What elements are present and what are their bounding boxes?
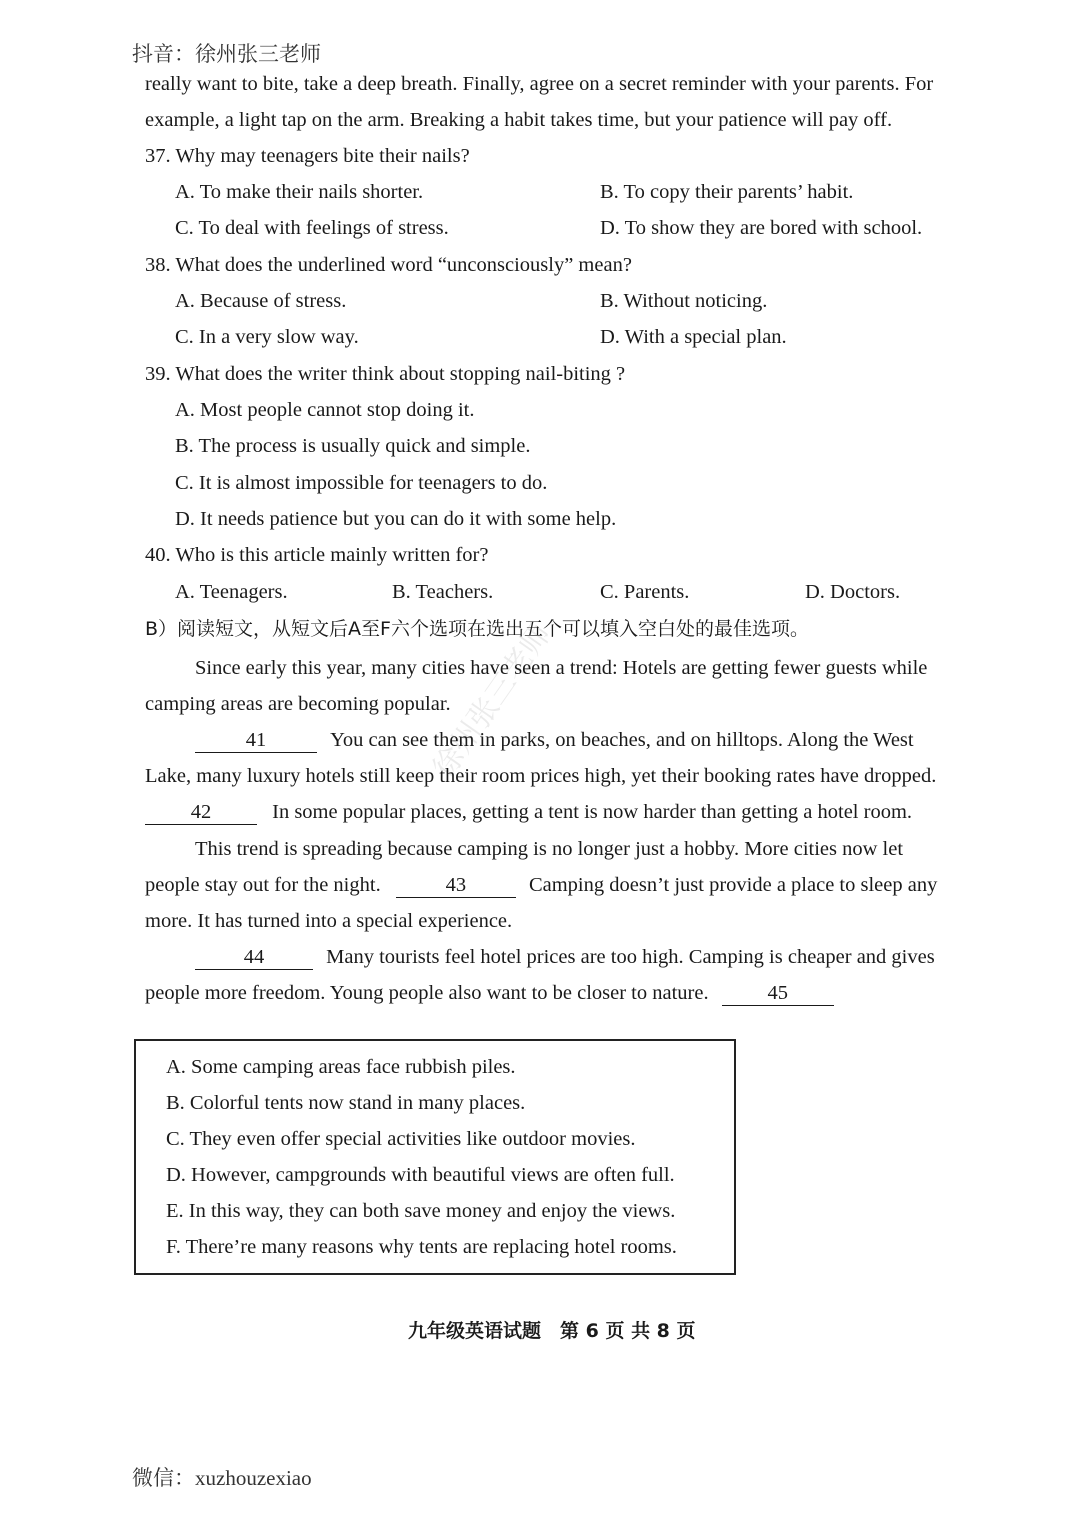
question-39-option-a: A. Most people cannot stop doing it. (175, 399, 475, 421)
option-a: A. Some camping areas face rubbish piles. (166, 1056, 516, 1078)
question-40-stem: 40. Who is this article mainly written for? (145, 544, 489, 566)
options-box (134, 1039, 736, 1275)
question-40-option-a: A. Teenagers. (175, 581, 288, 603)
section-b-instruction: B）阅读短文，从短文后A至F六个选项在选出五个可以填入空白处的最佳选项。 (145, 618, 809, 640)
passage-text: You can see them in parks, on beaches, and on hilltops. Along the West (330, 729, 914, 751)
question-39-stem: 39. What does the writer think about stopping nail-biting ? (145, 363, 626, 385)
passage-text: people more freedom. Young people also want to be closer to nature. (145, 982, 709, 1004)
page-number-footer: 九年级英语试题 第 6 页 共 8 页 (408, 1320, 696, 1342)
passage-line: Since early this year, many cities have seen a trend: Hotels are getting fewer guests while (195, 657, 928, 679)
question-37-stem: 37. Why may teenagers bite their nails? (145, 145, 470, 167)
blank-44[interactable]: 44 (195, 945, 313, 970)
question-38-option-d: D. With a special plan. (600, 326, 787, 348)
passage-line: more. It has turned into a special experience. (145, 910, 513, 932)
option-b: B. Colorful tents now stand in many places. (166, 1092, 526, 1114)
passage-line (195, 943, 935, 971)
blank-43[interactable]: 43 (396, 873, 516, 898)
option-d: D. However, campgrounds with beautiful views are often full. (166, 1164, 675, 1186)
blank-42[interactable]: 42 (145, 800, 257, 825)
passage-line: Lake, many luxury hotels still keep their room prices high, yet their booking rates have dropped. (145, 765, 937, 787)
passage-line (195, 726, 914, 754)
question-37-option-d: D. To show they are bored with school. (600, 217, 923, 239)
question-40-option-b: B. Teachers. (392, 581, 494, 603)
question-39-option-b: B. The process is usually quick and simple. (175, 435, 531, 457)
option-f: F. There’re many reasons why tents are replacing hotel rooms. (166, 1236, 677, 1258)
option-c: C. They even offer special activities like outdoor movies. (166, 1128, 636, 1150)
question-40-option-d: D. Doctors. (805, 581, 901, 603)
question-38-option-c: C. In a very slow way. (175, 326, 359, 348)
question-39-option-c: C. It is almost impossible for teenagers to do. (175, 472, 548, 494)
question-37-option-b: B. To copy their parents’ habit. (600, 181, 854, 203)
diagonal-watermark: 徐州张三老师 (426, 617, 559, 785)
blank-45[interactable]: 45 (722, 981, 834, 1006)
passage-text: people stay out for the night. (145, 874, 381, 896)
passage-text: In some popular places, getting a tent is now harder than getting a hotel room. (272, 801, 913, 823)
passage-line: This trend is spreading because camping is no longer just a hobby. More cities now let (195, 838, 904, 860)
footer-watermark-note: 微信：xuzhouzexiao (132, 1466, 312, 1490)
question-38-option-b: B. Without noticing. (600, 290, 768, 312)
passage-line: example, a light tap on the arm. Breaking a habit takes time, but your patience will pay off. (145, 109, 893, 131)
blank-41[interactable]: 41 (195, 728, 317, 753)
question-39-option-d: D. It needs patience but you can do it with some help. (175, 508, 617, 530)
question-37-option-c: C. To deal with feelings of stress. (175, 217, 449, 239)
question-37-option-a: A. To make their nails shorter. (175, 181, 424, 203)
question-40-option-c: C. Parents. (600, 581, 690, 603)
option-e: E. In this way, they can both save money and enjoy the views. (166, 1200, 676, 1222)
passage-text: Camping doesn’t just provide a place to sleep any (528, 874, 938, 896)
passage-line (145, 871, 937, 899)
passage-line: really want to bite, take a deep breath. Finally, agree on a secret reminder with your parents. For (145, 73, 934, 95)
question-38-option-a: A. Because of stress. (175, 290, 347, 312)
question-38-stem: 38. What does the underlined word “unconsciously” mean? (145, 254, 632, 276)
passage-line (145, 798, 912, 826)
passage-line (145, 979, 834, 1007)
passage-line: camping areas are becoming popular. (145, 693, 451, 715)
passage-text: Many tourists feel hotel prices are too high. Camping is cheaper and gives (326, 946, 935, 968)
header-watermark-note: 抖音：徐州张三老师 (132, 42, 321, 66)
